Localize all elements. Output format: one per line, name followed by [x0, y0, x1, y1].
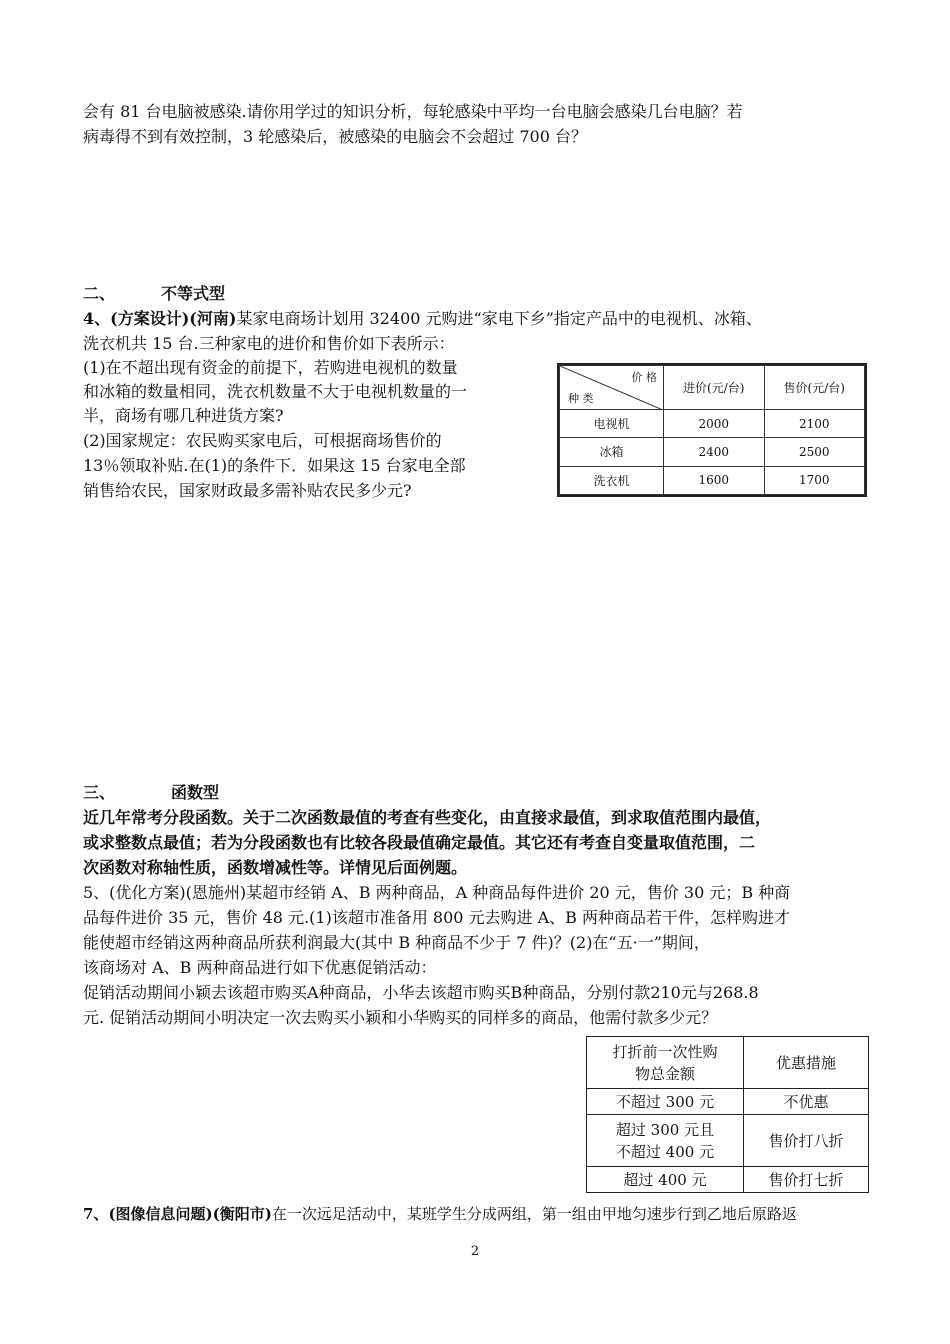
row-name: 冰箱	[560, 438, 664, 466]
section-number: 二、	[83, 284, 116, 303]
amount-cell: 不超过 300 元	[587, 1089, 744, 1115]
table-row	[560, 466, 865, 494]
question-5-line: 品每件进价 35 元，售价 48 元.(1)该超市准备用 800 元去购进 A、B 两种商品若干件，怎样购进才	[83, 908, 791, 927]
question-5-line: 元. 促销活动期间小明决定一次去购买小颖和小华购买的同样多的商品，他需付款多少元？	[83, 1008, 718, 1027]
question-4-line	[83, 308, 762, 330]
header-label-kind: 种 类	[568, 392, 594, 405]
header-cost: 进价(元/台)	[664, 366, 765, 410]
amount-cell: 超过 400 元	[587, 1167, 744, 1193]
row-cost: 2000	[664, 410, 765, 438]
table-row	[560, 438, 865, 466]
section-number: 三、	[83, 783, 116, 802]
header-total-amount	[587, 1037, 744, 1089]
question-5-line: 能使超市经销这两种商品所获利润最大(其中 B 种商品不少于 7 件)？(2)在“五·一”期间，	[83, 933, 710, 952]
table-row	[587, 1167, 869, 1193]
discount-cell: 售价打七折	[744, 1167, 869, 1193]
question-text: 在一次远足活动中，某班学生分成两组，第一组由甲地匀速步行到乙地后原路返	[271, 1205, 797, 1223]
header-line: 打折前一次性购	[612, 1042, 718, 1061]
page-number: 2	[470, 1244, 480, 1259]
question-7-line	[83, 1203, 797, 1225]
amount-line: 不超过 400 元	[615, 1142, 715, 1161]
row-price: 2500	[764, 438, 865, 466]
paragraph-line: 病毒得不到有效控制，3 轮感染后，被感染的电脑会不会超过 700 台？	[83, 127, 587, 146]
intro-line: 近几年常考分段函数。关于二次函数最值的考查有些变化，由直接求最值，到求取值范围内最值，	[83, 808, 772, 827]
question-source: (河南)	[189, 309, 237, 328]
header-discount: 优惠措施	[744, 1037, 869, 1089]
table-row	[587, 1089, 869, 1115]
header-price: 售价(元/台)	[764, 366, 865, 410]
discount-cell: 售价打八折	[744, 1115, 869, 1167]
sub-question-line: (2)国家规定：农民购买家电后，可根据商场售价的	[83, 431, 442, 450]
diagonal-header-cell	[560, 366, 664, 410]
row-name: 电视机	[560, 410, 664, 438]
question-5-line: 5、(优化方案)(恩施州)某超市经销 A、B 两种商品，A 种商品每件进价 20 元，售价 30 元；B 种商	[83, 883, 791, 902]
question-source: (衡阳市)	[212, 1205, 272, 1223]
sub-question-line: 销售给农民，国家财政最多需补贴农民多少元?	[83, 481, 412, 500]
price-table	[557, 363, 867, 497]
table-row	[560, 410, 865, 438]
intro-line: 或求整数点最值；若为分段函数也有比较各段最值确定最值。其它还有考查自变量取值范围，二	[83, 833, 756, 852]
row-cost: 2400	[664, 438, 765, 466]
row-price: 1700	[764, 466, 865, 494]
row-cost: 1600	[664, 466, 765, 494]
header-label-price: 价 格	[631, 371, 657, 384]
intro-line: 次函数对称轴性质，函数增减性等。详情见后面例题。	[83, 858, 468, 877]
section-heading-3	[83, 782, 219, 804]
discount-cell: 不优惠	[744, 1089, 869, 1115]
question-5-line: 促销活动期间小颖去该超市购买A种商品，小华去该超市购买B种商品，分别付款210元与268.8	[83, 983, 759, 1002]
row-name: 洗衣机	[560, 466, 664, 494]
sub-question-line: 半，商场有哪几种进货方案?	[83, 406, 284, 425]
question-tag: (方案设计)	[110, 309, 190, 328]
amount-line: 超过 300 元且	[615, 1120, 715, 1139]
row-price: 2100	[764, 410, 865, 438]
amount-cell	[587, 1115, 744, 1167]
header-line: 物总金额	[634, 1064, 695, 1083]
sub-question-line: 13％领取补贴.在(1)的条件下．如果这 15 台家电全部	[83, 456, 466, 475]
question-text: 某家电商场计划用 32400 元购进“家电下乡”指定产品中的电视机、冰箱、	[236, 309, 762, 328]
sub-question-line: 和冰箱的数量相同，洗衣机数量不大于电视机数量的一	[83, 382, 468, 401]
paragraph-line: 会有 81 台电脑被感染.请你用学过的知识分析，每轮感染中平均一台电脑会感染几台电脑？若	[83, 102, 743, 121]
section-heading-2	[83, 283, 225, 305]
sub-question-line: (1)在不超出现有资金的前提下，若购进电视机的数量	[83, 358, 458, 377]
question-number: 4、	[83, 309, 111, 328]
table-row	[587, 1115, 869, 1167]
section-title: 函数型	[171, 783, 220, 802]
question-5-line: 该商场对 A、B 两种商品进行如下优惠促销活动：	[83, 958, 437, 977]
discount-table	[586, 1036, 869, 1193]
question-line: 洗衣机共 15 台.三种家电的进价和售价如下表所示：	[83, 334, 455, 353]
question-number: 7、	[83, 1205, 109, 1223]
section-title: 不等式型	[161, 284, 226, 303]
question-tag: (图像信息问题)	[108, 1205, 213, 1223]
